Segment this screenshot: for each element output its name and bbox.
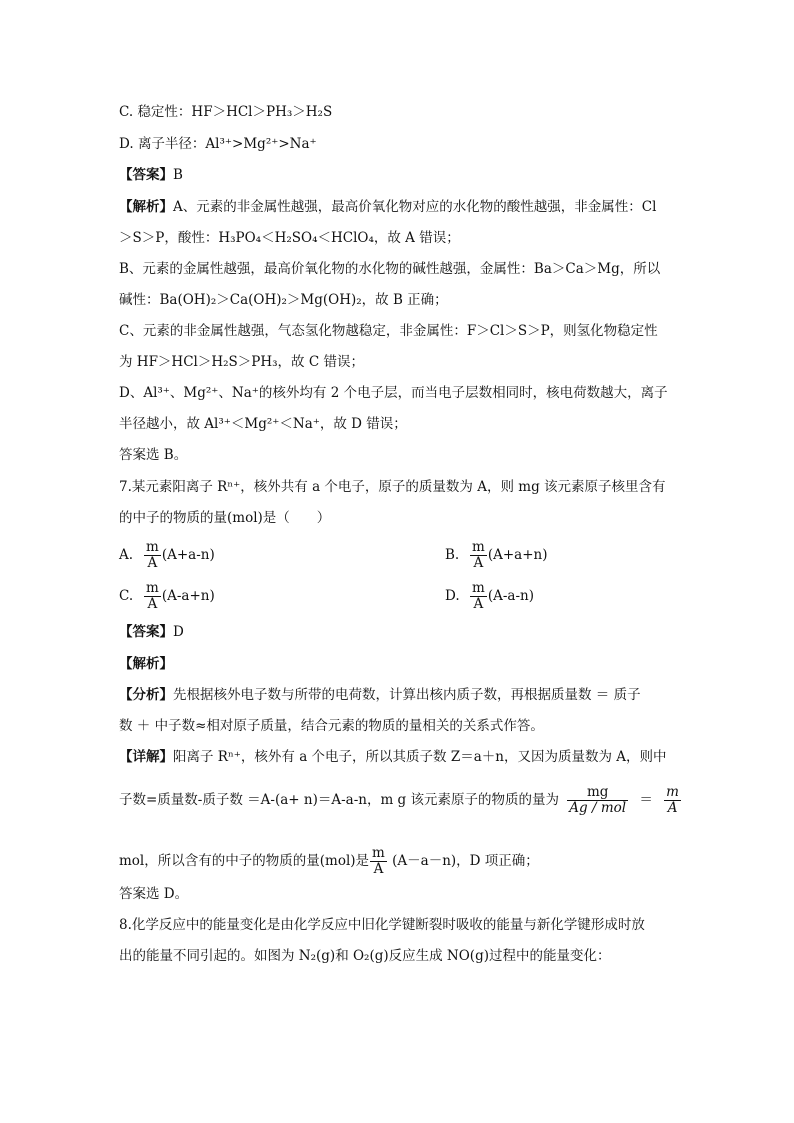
q7-option-c: C. $\frac{m}{A}$ (A-a+n)	[119, 580, 215, 612]
question-7-stem-2: 的中子的物质的量(mol)是（ ）	[119, 510, 331, 526]
analysis-6-a1: 【解析】A、元素的非金属性越强，最高价氧化物对应的水化物的酸性越强，非金属性：Cl	[119, 199, 657, 215]
analysis-7-xiangjie-3: mol，所以含有的中子的物质的量(mol)是 $\frac{m}{A}$ (A－a－n)，D 项正确；	[119, 845, 539, 877]
fraction-m-over-a: $\frac{m}{A}$	[372, 845, 385, 877]
answer-choice-7: 答案选 D。	[119, 886, 189, 902]
analysis-6-c2: 为 HF＞HCl＞H₂S＞PH₃，故 C 错误；	[119, 354, 364, 370]
analysis-6-d2: 半径越小，故 Al³⁺＜Mg²⁺＜Na⁺，故 D 错误；	[119, 416, 407, 432]
analysis-7-fenxi-2: 数 ＋ 中子数≈相对原子质量，结合元素的物质的量相关的关系式作答。	[119, 718, 544, 734]
fraction: $\frac{m}{A}$	[146, 539, 159, 571]
analysis-6-c1: C、元素的非金属性越强，气态氢化物越稳定，非金属性：F＞Cl＞S＞P，则氢化物稳定性	[119, 323, 658, 339]
fraction: $\frac{m}{A}$	[472, 539, 485, 571]
answer-6: 【答案】B	[119, 167, 183, 183]
fraction: $\frac{m}{A}$	[472, 580, 485, 612]
answer-choice-6: 答案选 B。	[119, 447, 188, 463]
question-7-stem-1: 7.某元素阳离子 Rⁿ⁺，核外共有 a 个电子，原子的质量数为 A，则 mg 该元素原子核里含有	[119, 479, 666, 495]
fraction-m-over-a: $\frac{m}{A}$	[666, 784, 679, 816]
option-c: C. 稳定性：HF＞HCl＞PH₃＞H₂S	[119, 104, 333, 120]
answer-7: 【答案】D	[119, 624, 184, 640]
analysis-7-fenxi-1: 【分析】先根据核外电子数与所带的电荷数，计算出核内质子数，再根据质量数 ＝ 质子	[119, 687, 641, 703]
analysis-6-d1: D、Al³⁺、Mg²⁺、Na⁺的核外均有 2 个电子层，而当电子层数相同时，核电荷数越大，离子	[119, 385, 668, 401]
analysis-6-a2: ＞S＞P，酸性：H₃PO₄＜H₂SO₄＜HClO₄，故 A 错误；	[119, 230, 460, 246]
analysis-6-b1: B、元素的金属性越强，最高价氧化物的水化物的碱性越强，金属性：Ba＞Ca＞Mg，所以	[119, 261, 661, 277]
analysis-6-b2: 碱性：Ba(OH)₂＞Ca(OH)₂＞Mg(OH)₂，故 B 正确；	[119, 292, 448, 308]
analysis-7-xiangjie-2: 子数=质量数-质子数 ＝A-(a+ n)＝A-a-n，m g 该元素原子的物质的量为 $\frac{mg}{\text{Ag / mol}}$ ＝ $\frac{m}{A}$	[119, 784, 679, 816]
fraction-mg-per-molar-mass: $\frac{mg}{\text{Ag / mol}}$	[569, 784, 627, 816]
question-8-stem-2: 出的能量不同引起的。如图为 N₂(g)和 O₂(g)反应生成 NO(g)过程中的能量变化：	[119, 948, 611, 964]
q7-option-a: A. $\frac{m}{A}$ (A+a-n)	[119, 539, 215, 571]
analysis-7-tag: 【解析】	[119, 656, 173, 672]
fraction: $\frac{m}{A}$	[146, 580, 159, 612]
question-8-stem-1: 8.化学反应中的能量变化是由化学反应中旧化学键断裂时吸收的能量与新化学键形成时放	[119, 917, 645, 933]
option-d: D. 离子半径：Al³⁺>Mg²⁺>Na⁺	[119, 136, 317, 152]
analysis-7-xiangjie-1: 【详解】阳离子 Rⁿ⁺，核外有 a 个电子，所以其质子数 Z＝a＋n，又因为质量数为 A，则中	[119, 749, 667, 765]
q7-option-b: B. $\frac{m}{A}$ (A+a+n)	[445, 539, 548, 571]
q7-option-d: D. $\frac{m}{A}$ (A-a-n)	[445, 580, 534, 612]
